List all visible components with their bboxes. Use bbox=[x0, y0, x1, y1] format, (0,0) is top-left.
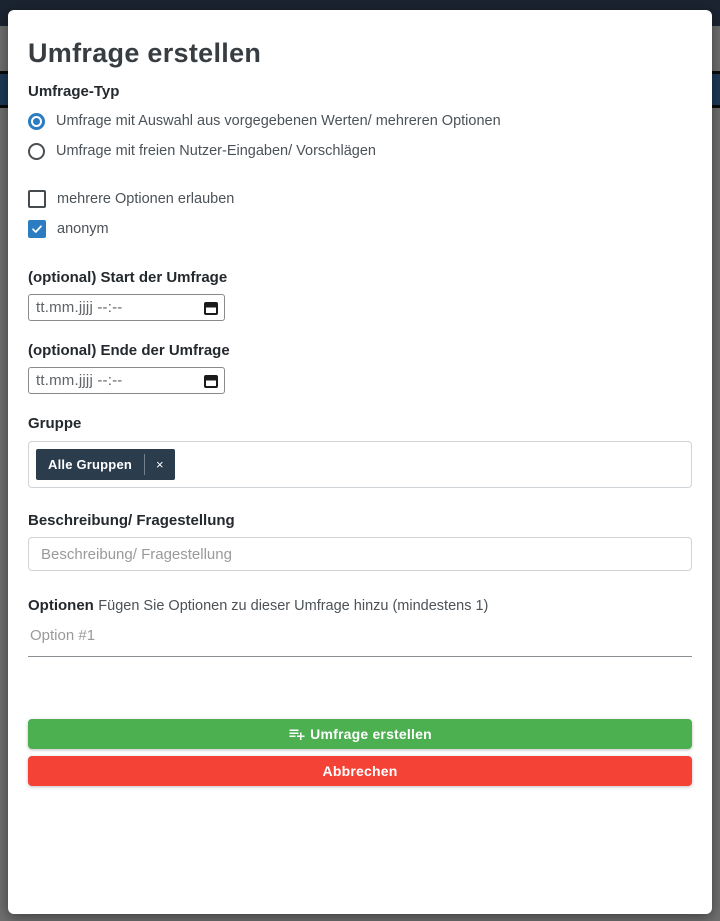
description-input[interactable] bbox=[28, 537, 692, 571]
option-1-input[interactable] bbox=[28, 619, 692, 657]
checkbox-unchecked-icon[interactable] bbox=[28, 190, 46, 208]
radio-unselected-icon[interactable] bbox=[28, 143, 45, 160]
group-tag-label: Alle Gruppen bbox=[48, 457, 133, 472]
group-tag-alle-gruppen bbox=[36, 449, 175, 480]
create-poll-modal bbox=[8, 10, 712, 914]
checkbox-label: anonym bbox=[57, 221, 109, 237]
remove-tag-icon[interactable]: × bbox=[156, 457, 164, 472]
end-datetime-input[interactable] bbox=[28, 367, 225, 394]
poll-flags-group bbox=[28, 189, 692, 239]
radio-label: Umfrage mit Auswahl aus vorgegebenen Werten/ mehreren Optionen bbox=[56, 113, 501, 129]
cancel-button-label: Abbrechen bbox=[322, 763, 398, 779]
radio-option-preset-values[interactable] bbox=[28, 111, 692, 131]
calendar-icon[interactable] bbox=[203, 373, 219, 389]
start-datetime-input[interactable] bbox=[28, 294, 225, 321]
group-multiselect[interactable] bbox=[28, 441, 692, 488]
playlist-add-icon bbox=[288, 725, 306, 743]
description-label: Beschreibung/ Fragestellung bbox=[28, 512, 235, 529]
options-label: Optionen bbox=[28, 597, 94, 614]
radio-label: Umfrage mit freien Nutzer-Eingaben/ Vorschlägen bbox=[56, 143, 376, 159]
check-icon bbox=[31, 223, 43, 235]
datetime-placeholder: tt.mm.jjjj --:-- bbox=[36, 372, 123, 389]
checkbox-anonymous[interactable] bbox=[28, 219, 692, 239]
start-date-label: (optional) Start der Umfrage bbox=[28, 269, 228, 286]
end-date-label: (optional) Ende der Umfrage bbox=[28, 342, 230, 359]
cancel-button[interactable] bbox=[28, 756, 692, 786]
options-hint: Fügen Sie Optionen zu dieser Umfrage hinzu (mindestens 1) bbox=[98, 598, 489, 614]
checkbox-label: mehrere Optionen erlauben bbox=[57, 191, 235, 207]
create-poll-button-label: Umfrage erstellen bbox=[310, 726, 432, 742]
create-poll-button[interactable] bbox=[28, 719, 692, 749]
options-header bbox=[28, 597, 692, 615]
poll-type-label: Umfrage-Typ bbox=[28, 83, 120, 100]
checkbox-multiple-options[interactable] bbox=[28, 189, 692, 209]
poll-type-radio-group bbox=[28, 111, 692, 161]
datetime-placeholder: tt.mm.jjjj --:-- bbox=[36, 299, 123, 316]
calendar-icon[interactable] bbox=[203, 300, 219, 316]
radio-option-free-input[interactable] bbox=[28, 141, 692, 161]
checkbox-checked-icon[interactable] bbox=[28, 220, 46, 238]
group-label: Gruppe bbox=[28, 415, 82, 432]
modal-title: Umfrage erstellen bbox=[28, 38, 262, 68]
radio-selected-icon[interactable] bbox=[28, 113, 45, 130]
